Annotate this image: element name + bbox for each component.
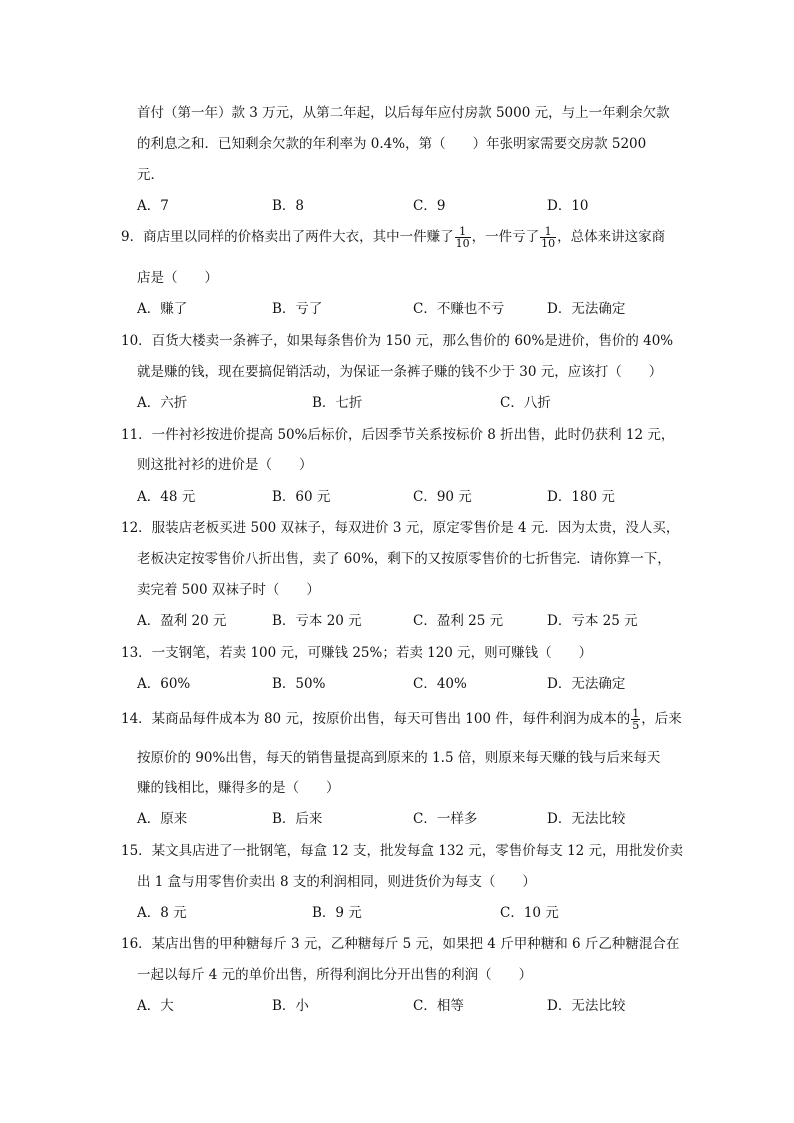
q16-line-1: 16．某店出售的甲种糖每斤 3 元，乙种糖每斤 5 元，如果把 4 斤甲种糖和 6 斤乙种糖混合在: [121, 936, 680, 952]
q11-option-c: C．90 元: [413, 489, 472, 505]
q14-option-b: B．后来: [272, 811, 323, 827]
q14-option-a: A．原来: [137, 811, 188, 827]
q10-option-a: A．六折: [137, 395, 188, 411]
q9-option-c: C．不赚也不亏: [413, 301, 505, 317]
q8-option-d: D．10: [547, 198, 589, 214]
q9-line-1: [121, 226, 665, 249]
q12-line-1: 12．服装店老板买进 500 双袜子，每双进价 3 元，原定零售价是 4 元．因为太贵，没人买，: [121, 520, 680, 536]
q10-line-2: 就是赚的钱，现在要搞促销活动，为保证一条裤子赚的钱不少于 30 元，应该打（ ）: [137, 364, 663, 380]
q13-option-d: D．无法确定: [547, 676, 626, 692]
q11-option-d: D．180 元: [547, 489, 615, 505]
q16-option-d: D．无法比较: [547, 998, 626, 1014]
q9-option-d: D．无法确定: [547, 301, 626, 317]
q12-option-b: B．亏本 20 元: [272, 613, 362, 629]
q8-line-1: 首付（第一年）款 3 万元，从第二年起，以后每年应付房款 5000 元，与上一年剩余欠款: [137, 105, 670, 121]
q9-option-a: A．赚了: [137, 301, 188, 317]
q8-option-b: B．8: [272, 198, 305, 214]
q14-text-prefix: 14．某商品每件成本为 80 元，按原价出售，每天可售出 100 件，每件利润为成本的: [121, 711, 631, 727]
q11-line-2: 则这批衬衫的进价是（ ）: [137, 457, 313, 473]
q9-text-mid: ，一件亏了: [471, 229, 540, 245]
q11-line-1: 11．一件衬衫按进价提高 50%后标价，后因季节关系按标价 8 折出售，此时仍获利 12 元，: [121, 427, 675, 443]
q10-option-b: B．七折: [312, 395, 363, 411]
q12-line-3: 卖完着 500 双袜子时（ ）: [137, 582, 320, 598]
q9-text-prefix: 9．商店里以同样的价格卖出了两件大衣，其中一件赚了: [121, 229, 454, 245]
q14-line-2: 按原价的 90%出售，每天的销售量提高到原来的 1.5 倍，则原来每天赚的钱与后来每天: [137, 750, 661, 766]
q16-option-b: B．小: [272, 998, 309, 1014]
q15-line-2: 出 1 盒与用零售价卖出 8 支的利润相同，则进货价为每支（ ）: [137, 874, 536, 890]
q9-fraction-gain: $\frac{1}{10}$: [455, 225, 470, 250]
q11-option-a: A．48 元: [137, 489, 196, 505]
q13-option-b: B．50%: [272, 676, 326, 692]
q15-line-1: 15．某文具店进了一批钢笔，每盒 12 支，批发每盒 132 元，零售价每支 12 元，用批发价卖: [121, 843, 684, 859]
q11-option-b: B．60 元: [272, 489, 331, 505]
q10-option-c: C．八折: [500, 395, 551, 411]
q13-option-c: C．40%: [413, 676, 467, 692]
q12-option-d: D．亏本 25 元: [547, 613, 638, 629]
q15-option-a: A．8 元: [137, 905, 187, 921]
q13-option-a: A．60%: [137, 676, 191, 692]
q12-option-a: A．盈利 20 元: [137, 613, 227, 629]
q9-option-b: B．亏了: [272, 301, 323, 317]
q8-option-c: C．9: [413, 198, 446, 214]
q8-line-3: 元．: [137, 167, 164, 183]
q8-option-a: A．7: [137, 198, 169, 214]
q15-option-b: B．9 元: [312, 905, 362, 921]
q14-line-1: [121, 708, 682, 731]
q13-line-1: 13．一支钢笔，若卖 100 元，可赚钱 25%；若卖 120 元，则可赚钱（ ）: [121, 645, 593, 661]
q14-option-c: C．一样多: [413, 811, 478, 827]
q8-line-2: 的利息之和．已知剩余欠款的年利率为 0.4%，第（ ）年张明家需要交房款 5200: [137, 136, 647, 152]
q16-option-a: A．大: [137, 998, 174, 1014]
q9-fraction-loss: $\frac{1}{10}$: [541, 225, 556, 250]
q12-line-2: 老板决定按零售价八折出售，卖了 60%，剩下的又按原零售价的七折售完．请你算一下，: [137, 551, 671, 567]
q9-text-suffix: ，总体来讲这家商: [557, 229, 666, 245]
q10-line-1: 10．百货大楼卖一条裤子，如果每条售价为 150 元，那么售价的 60%是进价，售价的 40%: [121, 333, 674, 349]
q14-text-suffix: ，后来: [641, 711, 682, 727]
q14-line-3: 赚的钱相比，赚得多的是（ ）: [137, 780, 340, 796]
q14-fraction-profit: $\frac{1}{5}$: [632, 707, 640, 732]
q16-line-2: 一起以每斤 4 元的单价出售，所得利润比分开出售的利润（ ）: [137, 967, 533, 983]
q9-line-2: 店是（ ）: [137, 270, 218, 286]
q14-option-d: D．无法比较: [547, 811, 626, 827]
q12-option-c: C．盈利 25 元: [413, 613, 504, 629]
q15-option-c: C．10 元: [500, 905, 559, 921]
q16-option-c: C．相等: [413, 998, 464, 1014]
